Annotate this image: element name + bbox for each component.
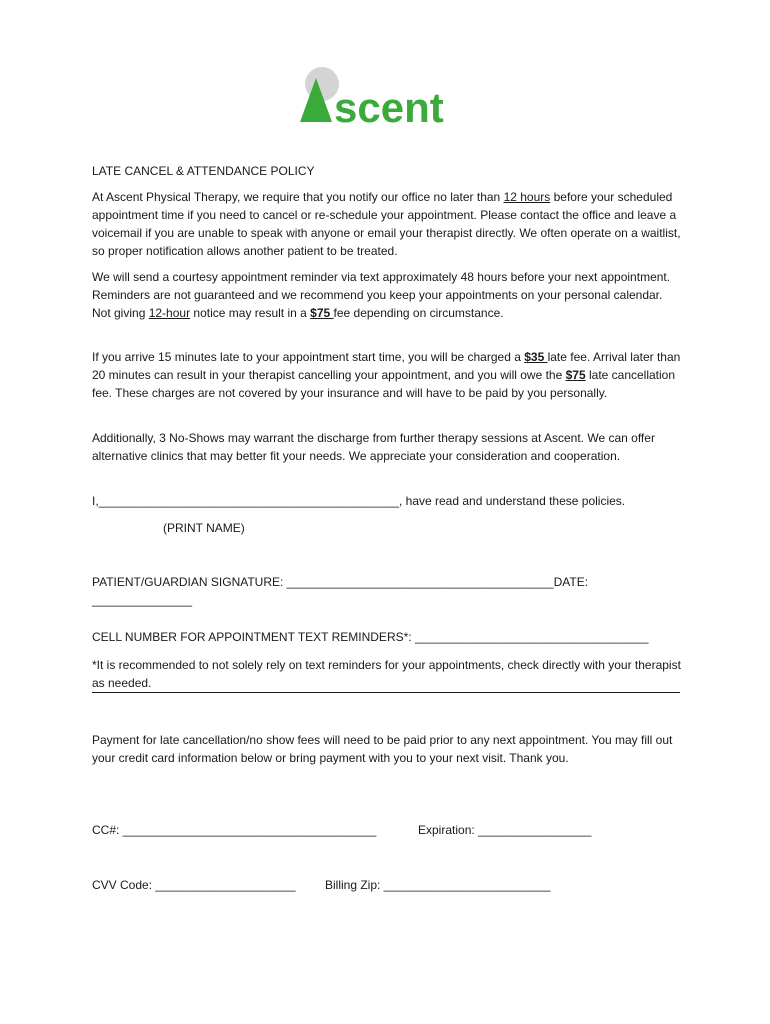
logo-wordmark: scent bbox=[334, 84, 444, 128]
notice-hours: 12 hours bbox=[503, 190, 551, 204]
reminder-paragraph: We will send a courtesy appointment reminder via text approximately 48 hours before your next appointment. Reminders are not guaranteed and we recommend you keep your appointments on your personal calendar. Not giving 12-hour notice may result in a $75 fee depending on circumstance. bbox=[92, 270, 671, 320]
text-reminder-note: *It is recommended to not solely rely on text reminders for your appointments, check directly with your therapist as needed. bbox=[92, 658, 681, 690]
notice-paragraph: At Ascent Physical Therapy, we require that you notify our office no later than 12 hours before your scheduled appointment time if you need to cancel or re-schedule your appointment. Please contact the office and leave a voicemail if you are unable to speak with anyone or email your therapist directly. We often operate on a waitlist, so proper notification allows another patient to be treated. bbox=[92, 190, 681, 258]
late-fee: $35 bbox=[524, 350, 548, 364]
late-arrival-paragraph: If you arrive 15 minutes late to your appointment start time, you will be charged a $35 late fee. Arrival later than 20 minutes can result in your therapist cancelling your appointment, and you will owe the $75 late cancellation fee. These charges are not covered by your insurance and will have to be paid by you personally. bbox=[92, 350, 681, 400]
print-name-label: (PRINT NAME) bbox=[163, 521, 245, 535]
payment-paragraph: Payment for late cancellation/no show fees will need to be paid prior to any next appointment. You may fill out your credit card information below or bring payment with you to your next visit. Thank you. bbox=[92, 733, 673, 765]
ascent-logo-mark bbox=[296, 64, 478, 128]
late-cancel-fee: $75 bbox=[310, 306, 334, 320]
no-show-paragraph: Additionally, 3 No-Shows may warrant the discharge from further therapy sessions at Ascent. We can offer alternative clinics that may better fit your needs. We appreciate your consideration and cooperation. bbox=[92, 431, 655, 463]
ascent-logo bbox=[296, 64, 478, 128]
billing-zip-field[interactable]: Billing Zip: _________________________ bbox=[325, 878, 551, 892]
credit-card-field[interactable]: CC#: ______________________________________ bbox=[92, 823, 377, 837]
policy-title: LATE CANCEL & ATTENDANCE POLICY bbox=[92, 164, 315, 178]
expiration-field[interactable]: Expiration: _________________ bbox=[418, 823, 592, 837]
acknowledgement-line[interactable]: I,_____________________________________________, have read and understand these policies. bbox=[92, 494, 626, 508]
cell-number-line[interactable]: CELL NUMBER FOR APPOINTMENT TEXT REMINDERS*: ___________________________________ bbox=[92, 630, 649, 644]
cancellation-fee: $75 bbox=[565, 368, 586, 382]
cvv-field[interactable]: CVV Code: _____________________ bbox=[92, 878, 296, 892]
section-divider bbox=[92, 692, 680, 693]
signature-date-line[interactable]: PATIENT/GUARDIAN SIGNATURE: ________________________________________DATE: _______________ bbox=[92, 575, 589, 607]
reminder-notice-hours: 12-hour bbox=[148, 306, 191, 320]
